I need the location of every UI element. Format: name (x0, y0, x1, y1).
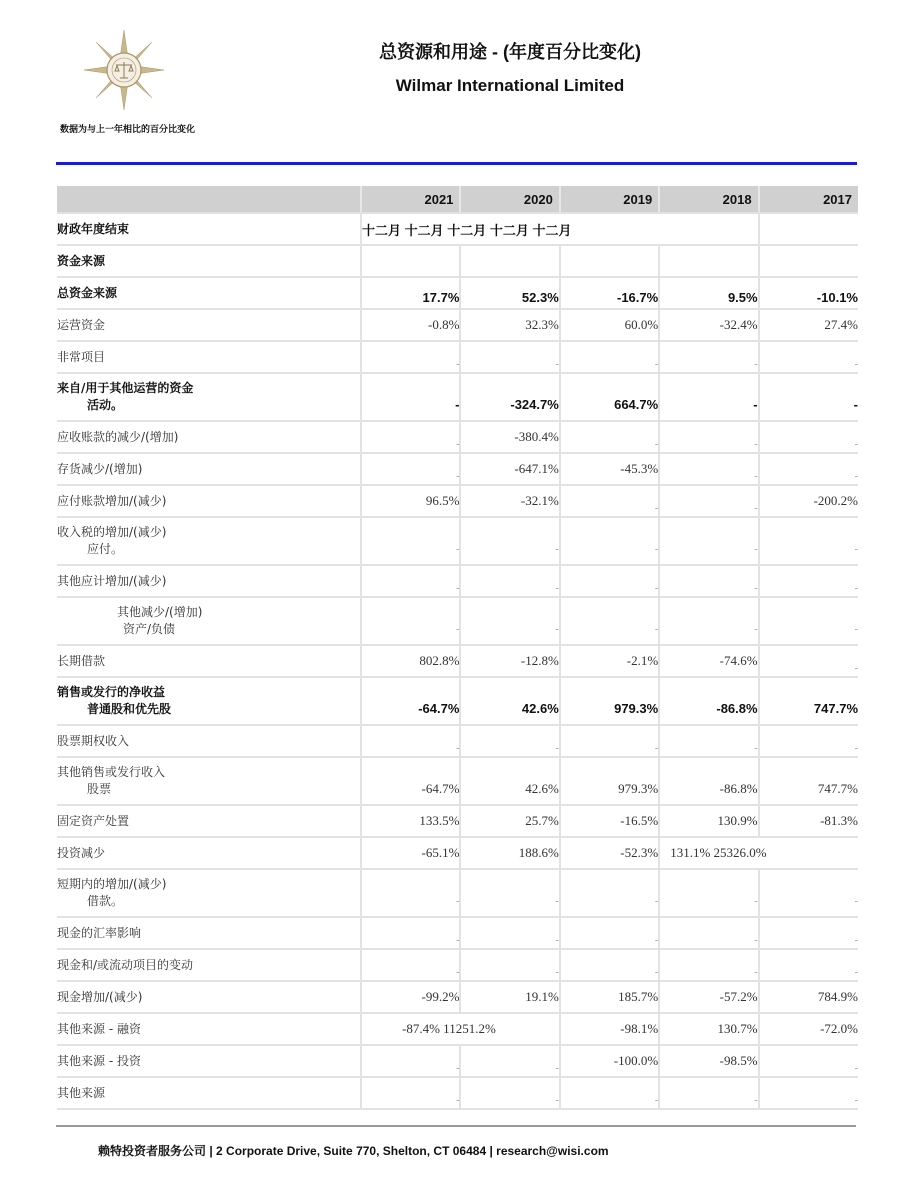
value-cell: -64.7% (361, 677, 460, 725)
value-cell: 9.5% (659, 277, 758, 309)
value-cell: -98.1% (560, 1013, 659, 1045)
value-cell: - (560, 341, 659, 373)
value-cell: - (361, 869, 460, 917)
value-cell: -52.3% (560, 837, 659, 869)
value-cell: 27.4% (759, 309, 858, 341)
value-cell: - (361, 597, 460, 645)
value-cell: -99.2% (361, 981, 460, 1013)
value-cell: -72.0% (759, 1013, 858, 1045)
row-label-text: 存货减少/(增加) (57, 461, 143, 476)
row-label (57, 565, 361, 597)
table-row (57, 949, 858, 981)
value-cell: - (460, 1045, 559, 1077)
footer-divider (56, 1125, 856, 1127)
row-label-text: 其他销售或发行收入 (57, 765, 166, 779)
row-label (57, 277, 361, 309)
row-label: 财政年度结束 (57, 213, 361, 245)
value-cell (560, 245, 659, 277)
value-cell: - (659, 341, 758, 373)
value-cell: -16.5% (560, 805, 659, 837)
row-label-text: 短期内的增加/(减少) (57, 877, 167, 891)
value-cell: -324.7% (460, 373, 559, 421)
row-label (57, 869, 361, 917)
row-label-text: 其他来源 (57, 1085, 106, 1100)
table-row (57, 245, 858, 277)
value-cell: -100.0% (560, 1045, 659, 1077)
row-label-text: 应付账款增加/(减少) (57, 493, 167, 508)
value-cell: 131.1% 25326.0% (659, 837, 758, 869)
table-row (57, 1077, 858, 1109)
row-label (57, 981, 361, 1013)
value-cell: - (759, 565, 858, 597)
row-label (57, 949, 361, 981)
row-label-text: 运营资金 (57, 317, 106, 332)
table-row (57, 917, 858, 949)
table-row (57, 677, 858, 725)
year-header: 2020 (460, 186, 559, 213)
value-cell (361, 245, 460, 277)
table-row (57, 309, 858, 341)
row-label (57, 309, 361, 341)
row-label (57, 485, 361, 517)
value-cell: -200.2% (759, 485, 858, 517)
value-cell (759, 245, 858, 277)
company-name: Wilmar International Limited (395, 76, 625, 95)
value-cell: - (361, 421, 460, 453)
row-label (57, 837, 361, 869)
row-label-continuation: 普通股和优先股 (87, 702, 172, 716)
table-row (57, 869, 858, 917)
table-row (57, 517, 858, 565)
value-cell: -380.4% (460, 421, 559, 453)
table-row (57, 837, 858, 869)
value-cell: 979.3% (560, 677, 659, 725)
value-cell: - (659, 565, 758, 597)
company-seal-logo (84, 30, 164, 110)
value-cell (460, 245, 559, 277)
value-cell: - (659, 725, 758, 757)
value-cell: - (759, 1077, 858, 1109)
value-cell: - (759, 725, 858, 757)
row-label-text: 固定资产处置 (57, 813, 130, 828)
value-cell: - (759, 421, 858, 453)
value-cell: - (759, 373, 858, 421)
row-label-continuation: 应付。 (87, 542, 124, 556)
value-cell: -12.8% (460, 645, 559, 677)
value-cell: - (361, 373, 460, 421)
value-cell: - (759, 917, 858, 949)
row-label-continuation: 股票 (87, 782, 112, 796)
value-cell: - (560, 725, 659, 757)
table-row (57, 421, 858, 453)
value-cell: - (659, 485, 758, 517)
value-cell: - (560, 597, 659, 645)
row-label-text: 投资减少 (57, 845, 106, 860)
value-cell: 130.9% (659, 805, 758, 837)
value-cell: -10.1% (759, 277, 858, 309)
value-cell: 133.5% (361, 805, 460, 837)
value-cell: 42.6% (460, 757, 559, 805)
row-label-text: 现金和/或流动项目的变动 (57, 957, 194, 972)
value-cell: - (659, 949, 758, 981)
table-row (57, 1013, 858, 1045)
row-label-continuation: 资产/负债 (123, 622, 176, 636)
value-cell: 802.8% (361, 645, 460, 677)
table-row (57, 277, 858, 309)
value-cell: -64.7% (361, 757, 460, 805)
empty-cell (659, 213, 758, 245)
value-cell (659, 245, 758, 277)
row-label (57, 1077, 361, 1109)
row-label (57, 1045, 361, 1077)
row-label-continuation: 活动。 (87, 398, 124, 412)
value-cell: - (460, 725, 559, 757)
value-cell: -86.8% (659, 757, 758, 805)
value-cell: - (560, 517, 659, 565)
footer-contact: 赖特投资者服务公司 | 2 Corporate Drive, Suite 770, Shelton, CT 06484 | research@wisi.com (98, 1144, 609, 1158)
value-cell: - (560, 1077, 659, 1109)
row-label-text: 销售或发行的净收益 (57, 685, 166, 699)
row-label (57, 645, 361, 677)
table-row (57, 453, 858, 485)
value-cell: -81.3% (759, 805, 858, 837)
empty-cell (759, 213, 858, 245)
value-cell: -65.1% (361, 837, 460, 869)
row-label (57, 453, 361, 485)
value-cell: - (460, 1077, 559, 1109)
value-cell: - (361, 1045, 460, 1077)
value-cell: - (759, 869, 858, 917)
value-cell (759, 837, 858, 869)
value-cell: 17.7% (361, 277, 460, 309)
row-label-text: 来自/用于其他运营的资金 (57, 381, 194, 395)
year-header: 2017 (759, 186, 858, 213)
value-cell: -32.4% (659, 309, 758, 341)
value-cell: 747.7% (759, 677, 858, 725)
table-row (57, 1045, 858, 1077)
table-row (57, 565, 858, 597)
value-cell: - (361, 949, 460, 981)
value-cell: - (361, 341, 460, 373)
value-cell: - (560, 565, 659, 597)
corner-cell (57, 186, 361, 213)
table-row (57, 725, 858, 757)
row-label-continuation: 借款。 (87, 894, 124, 908)
value-cell: -86.8% (659, 677, 758, 725)
value-cell: - (460, 917, 559, 949)
year-header: 2021 (361, 186, 460, 213)
value-cell: - (659, 517, 758, 565)
value-cell: - (659, 597, 758, 645)
value-cell: -2.1% (560, 645, 659, 677)
value-cell: 52.3% (460, 277, 559, 309)
value-cell: - (460, 517, 559, 565)
value-cell: - (460, 597, 559, 645)
value-cell: - (361, 565, 460, 597)
value-cell: - (759, 1045, 858, 1077)
row-label-text: 现金的汇率影响 (57, 925, 142, 940)
sources-uses-table (57, 186, 858, 1110)
value-cell: 130.7% (659, 1013, 758, 1045)
row-label-text: 收入税的增加/(减少) (57, 525, 167, 539)
value-cell: - (759, 645, 858, 677)
row-label-text: 股票期权收入 (57, 733, 130, 748)
value-cell: -32.1% (460, 485, 559, 517)
table-row (57, 341, 858, 373)
fiscal-year-end-row (57, 213, 858, 245)
value-cell: -16.7% (560, 277, 659, 309)
value-cell: - (659, 869, 758, 917)
table-row (57, 485, 858, 517)
value-cell: - (759, 453, 858, 485)
fiscal-year-end-values: 十二月 十二月 十二月 十二月 十二月 (361, 213, 460, 245)
value-cell: -647.1% (460, 453, 559, 485)
value-cell: - (759, 949, 858, 981)
row-label (57, 757, 361, 805)
row-label (57, 725, 361, 757)
table-row (57, 645, 858, 677)
row-label-text: 应收账款的减少/(增加) (57, 429, 179, 444)
row-label (57, 677, 361, 725)
row-label (57, 597, 361, 645)
value-cell: 188.6% (460, 837, 559, 869)
value-cell: 19.1% (460, 981, 559, 1013)
value-cell: - (560, 869, 659, 917)
value-cell: -45.3% (560, 453, 659, 485)
row-label (57, 341, 361, 373)
table-row (57, 597, 858, 645)
table-row (57, 981, 858, 1013)
value-cell: - (759, 341, 858, 373)
value-cell: -87.4% 11251.2% (361, 1013, 460, 1045)
page-title: 总资源和用途 - (年度百分比变化) (379, 42, 641, 62)
value-cell: - (759, 597, 858, 645)
value-cell: - (759, 517, 858, 565)
value-cell: - (361, 517, 460, 565)
table-row (57, 805, 858, 837)
value-cell: - (560, 421, 659, 453)
row-label-text: 非常项目 (57, 349, 106, 364)
row-label-text: 总资金来源 (57, 285, 118, 300)
value-cell: - (460, 869, 559, 917)
row-label (57, 1013, 361, 1045)
value-cell: - (659, 1077, 758, 1109)
year-header-row (57, 186, 858, 213)
value-cell: 185.7% (560, 981, 659, 1013)
value-cell: - (460, 949, 559, 981)
value-cell: -0.8% (361, 309, 460, 341)
value-cell: 42.6% (460, 677, 559, 725)
table-row (57, 373, 858, 421)
value-cell: -57.2% (659, 981, 758, 1013)
value-cell: - (361, 725, 460, 757)
value-cell: - (460, 565, 559, 597)
table-row (57, 757, 858, 805)
row-label (57, 805, 361, 837)
value-cell: - (560, 949, 659, 981)
value-cell: - (361, 917, 460, 949)
row-label-text: 其他来源 - 融资 (57, 1021, 141, 1036)
value-cell: - (361, 1077, 460, 1109)
value-cell: -98.5% (659, 1045, 758, 1077)
row-label (57, 917, 361, 949)
value-cell: - (560, 917, 659, 949)
row-label-text: 其他应计增加/(减少) (57, 573, 167, 588)
value-cell: 979.3% (560, 757, 659, 805)
value-cell: - (460, 341, 559, 373)
value-cell: - (659, 453, 758, 485)
value-cell: -74.6% (659, 645, 758, 677)
row-label (57, 373, 361, 421)
value-cell: - (659, 917, 758, 949)
value-cell: - (361, 453, 460, 485)
value-cell: 60.0% (560, 309, 659, 341)
row-label-text: 长期借款 (57, 653, 106, 668)
value-cell: - (560, 485, 659, 517)
row-label (57, 245, 361, 277)
value-cell: - (659, 373, 758, 421)
value-cell: 32.3% (460, 309, 559, 341)
row-label-text: 资金来源 (57, 253, 106, 268)
year-header: 2018 (659, 186, 758, 213)
row-label-text: 现金增加/(减少) (57, 989, 143, 1004)
row-label (57, 421, 361, 453)
value-cell: - (659, 421, 758, 453)
empty-cell (560, 213, 659, 245)
value-cell: 784.9% (759, 981, 858, 1013)
row-label-text: 其他来源 - 投资 (57, 1053, 141, 1068)
value-cell: 25.7% (460, 805, 559, 837)
value-cell: 747.7% (759, 757, 858, 805)
value-cell: 96.5% (361, 485, 460, 517)
row-label (57, 517, 361, 565)
year-header: 2019 (560, 186, 659, 213)
header-divider (56, 162, 857, 165)
row-label-text: 其他减少/(增加) (117, 605, 203, 619)
value-cell: 664.7% (560, 373, 659, 421)
data-note: 数据为与上一年相比的百分比变化 (60, 125, 196, 135)
